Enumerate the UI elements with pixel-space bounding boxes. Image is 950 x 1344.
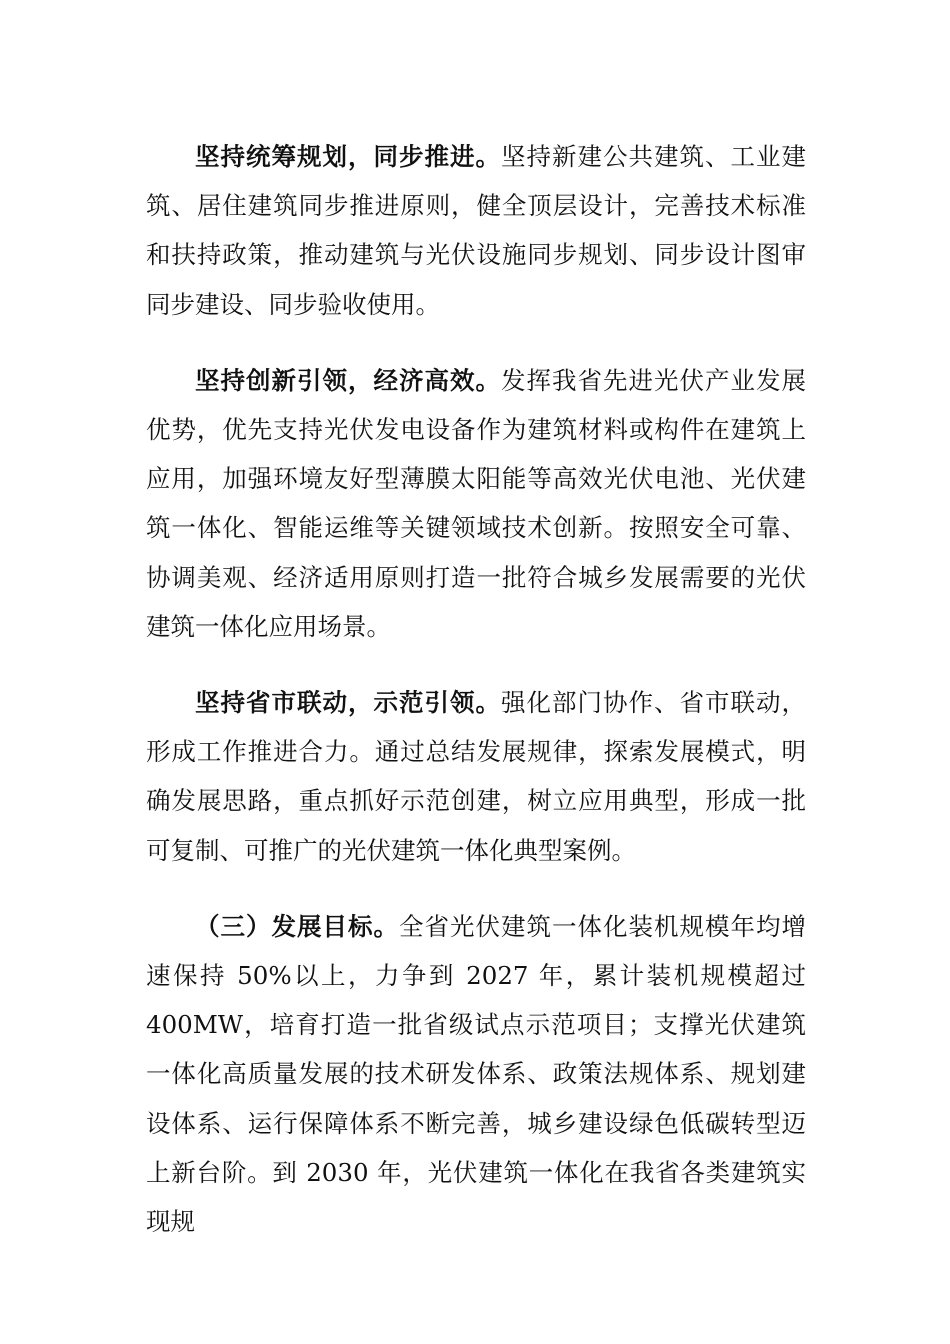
paragraph-innovation (146, 356, 806, 651)
paragraph-text: 全省光伏建筑一体化装机规模年均增速保持 50%以上，力争到 2027 年，累计装机规模超过400MW，培育打造一批省级试点示范项目；支撑光伏建筑一体化高质量发展的技术研发体系、政策法规体系、规划建设体系、运行保障体系不断完善，城乡建设绿色低碳转型迈上新台阶。到 2030 年，光伏建筑一体化在我省各类建筑实现规 (146, 911, 806, 1237)
paragraph-planning (146, 132, 806, 329)
paragraph-lead: 坚持创新引领，经济高效。 (195, 365, 501, 395)
paragraph-linkage (146, 678, 806, 875)
paragraph-text: 强化部门协作、省市联动，形成工作推进合力。通过总结发展规律，探索发展模式，明确发展思路，重点抓好示范创建，树立应用典型，形成一批可复制、可推广的光伏建筑一体化典型案例。 (146, 688, 806, 865)
paragraph-goals (146, 902, 806, 1246)
paragraph-lead: （三）发展目标。 (195, 911, 399, 941)
paragraph-lead: 坚持统筹规划，同步推进。 (195, 142, 501, 171)
paragraph-text: 坚持新建公共建筑、工业建筑、居住建筑同步推进原则，健全顶层设计，完善技术标准和扶持政策，推动建筑与光伏设施同步规划、同步设计图审同步建设、同步验收使用。 (146, 142, 806, 319)
document-body (146, 132, 806, 1246)
paragraph-lead: 坚持省市联动，示范引领。 (195, 688, 501, 718)
paragraph-text: 发挥我省先进光伏产业发展优势，优先支持光伏发电设备作为建筑材料或构件在建筑上应用，加强环境友好型薄膜太阳能等高效光伏电池、光伏建筑一体化、智能运维等关键领域技术创新。按照安全可靠、协调美观、经济适用原则打造一批符合城乡发展需要的光伏建筑一体化应用场景。 (146, 365, 806, 641)
